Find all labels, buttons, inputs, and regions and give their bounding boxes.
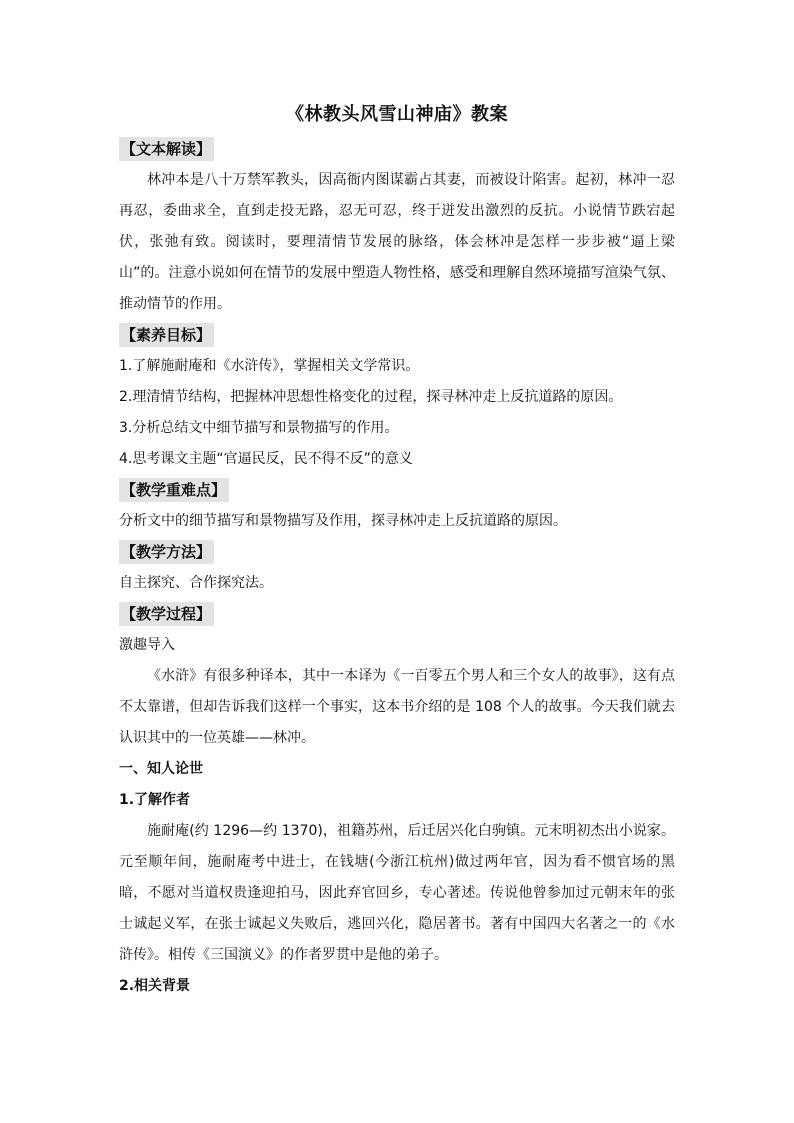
document-title: 《林教头风雪山神庙》教案 (286, 104, 508, 125)
reading-paragraph: 林冲本是八十万禁军教头，因高衙内图谋霸占其妻，而被设计陷害。起初，林冲一忍再忍，委曲求全，直到走投无路，忍无可忍，终于迸发出激烈的反抗。小说情节跌宕起伏，张弛有致。阅读时，要理清情节发展的脉络，体会林冲是怎样一步步被“逼上梁山”的。注意小说如何在情节的发展中塑造人物性格，感受和理解自然环境描写渲染气氛、推动情节的作用。 (119, 172, 675, 312)
part1-heading: 一、知人论世 (119, 761, 203, 777)
goal-item-4: 4.思考课文主题“官逼民反，民不得不反”的意义 (119, 451, 413, 467)
sub2-heading: 2.相关背景 (119, 978, 191, 994)
sub1-heading: 1.了解作者 (119, 792, 191, 808)
goal-item-1: 1.了解施耐庵和《水浒传》，掌握相关文学常识。 (119, 358, 420, 374)
goal-item-3: 3.分析总结文中细节描写和景物描写的作用。 (119, 420, 399, 436)
author-paragraph: 施耐庵(约 1296—约 1370)，祖籍苏州，后迁居兴化白驹镇。元末明初杰出小说家。元至顺年间，施耐庵考中进士，在钱塘(今浙江杭州)做过两年官，因为看不惯官场的黑暗，不愿对当道权贵逢迎拍马，因此弃官回乡，专心著述。传说他曾参加过元朝末年的张士诚起义军，在张士诚起义失败后，逃回兴化，隐居著书。著有中国四大名著之一的《水浒传》。相传《三国演义》的作者罗贯中是他的弟子。 (119, 823, 675, 963)
document-page (119, 100, 675, 1002)
section-tag-process: 【教学过程】 (119, 602, 214, 626)
key-points-text: 分析文中的细节描写和景物描写及作用，探寻林冲走上反抗道路的原因。 (119, 513, 567, 529)
intro-label: 激趣导入 (119, 637, 175, 653)
section-tag-reading: 【文本解读】 (119, 137, 214, 161)
intro-paragraph: 《水浒》有很多种译本，其中一本译为《一百零五个男人和三个女人的故事》，这有点不太靠谱，但却告诉我们这样一个事实，这本书介绍的是 108 个人的故事。今天我们就去认识其中的一位英雄——林冲。 (119, 668, 675, 746)
section-tag-goals: 【素养目标】 (119, 323, 214, 347)
methods-text: 自主探究、合作探究法。 (119, 575, 273, 591)
goal-item-2: 2.理清情节结构，把握林冲思想性格变化的过程，探寻林冲走上反抗道路的原因。 (119, 389, 623, 405)
section-tag-key-points: 【教学重难点】 (119, 478, 229, 502)
section-tag-methods: 【教学方法】 (119, 540, 214, 564)
